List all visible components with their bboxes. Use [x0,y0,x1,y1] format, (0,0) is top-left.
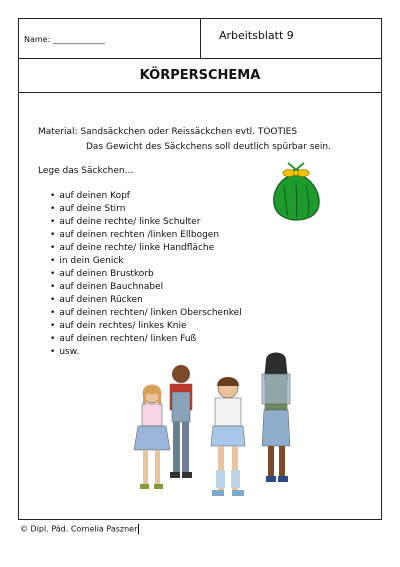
list-item: • auf deine Stirn [50,203,242,216]
material-text [38,125,331,155]
instruction-intro: Lege das Säckchen... [38,166,134,176]
sandbag-illustration [270,160,322,222]
list-item: • usw. [50,346,242,359]
page-title: KÖRPERSCHEMA [139,68,261,83]
list-item: • auf deinen Bauchnabel [50,281,242,294]
list-item: • auf deinen Rücken [50,294,242,307]
list-item: • in dein Genick [50,255,242,268]
name-cell [19,19,201,58]
material-line-2: Das Gewicht des Säckchens soll deutlich spürbar sein. [86,142,331,152]
list-item: • auf deinen rechten/ linken Oberschenkel [50,307,242,320]
title-row [19,59,381,93]
list-item: • auf deinen rechten /linken Ellbogen [50,229,242,242]
material-line-1: Material: Sandsäckchen oder Reissäckchen evtl. TOOTIES [38,127,298,137]
copyright-text: © Dipl. Päd. Cornelia Paszner [20,524,138,534]
list-item: • auf dein rechtes/ linkes Knie [50,320,242,333]
list-item: • auf deine rechte/ linke Handfläche [50,242,242,255]
worksheet-number: Arbeitsblatt 9 [219,29,294,42]
list-item: • auf deinen Brustkorb [50,268,242,281]
name-field-label: Name: _____________ [24,35,105,44]
copyright-footer [20,524,139,534]
text-cursor [138,524,139,534]
list-item: • auf deinen Kopf [50,190,242,203]
body-parts-list [50,190,242,359]
children-illustration [128,350,300,510]
list-item: • auf deine rechte/ linke Schulter [50,216,242,229]
list-item: • auf deinen rechten/ linken Fuß [50,333,242,346]
header-row [19,19,381,59]
